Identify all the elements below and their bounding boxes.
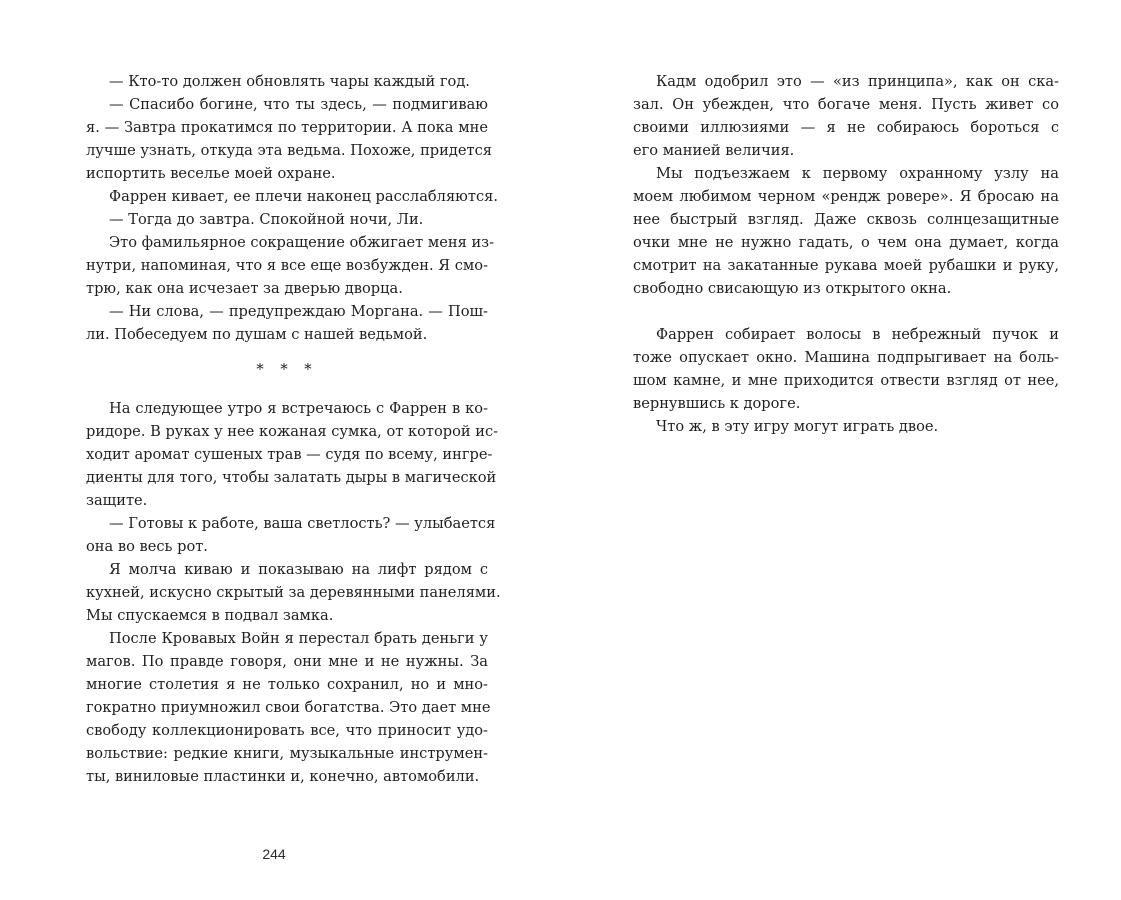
right-page [633,70,1059,438]
paragraph [86,70,488,93]
text-line: Это фамильярное сокращение обжигает меня из- [109,234,495,251]
text-line: — Тогда до завтра. Спокойной ночи, Ли. [109,211,424,228]
paragraph [633,323,1059,415]
text-line: Кадм одобрил это — «из принципа», как он ска- [656,73,1059,90]
paragraph [633,415,1059,438]
paragraph [86,512,496,558]
text-line: шом камне, и мне приходится отвести взгляд от нее, [633,372,1059,389]
text-line: зал. Он убежден, что богаче меня. Пусть живет со [633,96,1059,113]
right-page-text-top [633,70,1059,300]
paragraph [633,70,1059,162]
text-line: ридоре. В руках у нее кожаная сумка, от которой ис- [86,423,499,440]
text-line: — Кто-то должен обновлять чары каждый год. [109,73,470,90]
text-line: — Спасибо богине, что ты здесь, — подмигиваю [109,96,488,113]
paragraph-gap [633,300,1059,323]
text-line: испортить веселье моей охране. [86,165,336,182]
text-line: Мы спускаемся в подвал замка. [86,607,334,624]
text-line: она во весь рот. [86,538,208,555]
text-line: вернувшись к дороге. [633,395,801,412]
text-line: — Ни слова, — предупреждаю Моргана. — Пош- [109,303,488,320]
text-line: его манией величия. [633,142,795,159]
text-line: ты, виниловые пластинки и, конечно, автомобили. [86,768,480,785]
text-line: вольствие: редкие книги, музыкальные инструмен- [86,745,488,762]
paragraph [86,231,495,300]
text-line: Мы подъезжаем к первому охранному узлу на [656,165,1059,182]
left-page-text-bottom [86,397,501,788]
text-line: многие столетия я не только сохранил, но и мно- [86,676,488,693]
text-line: трю, как она исчезает за дверью дворца. [86,280,403,297]
text-line: После Кровавых Войн я перестал брать деньги у [109,630,488,647]
text-line: смотрит на закатанные рукава моей рубашки и руку, [633,257,1059,274]
text-line: диенты для того, чтобы залатать дыры в магической [86,469,497,486]
text-line: защите. [86,492,148,509]
text-line: свободно свисающую из открытого окна. [633,280,952,297]
text-line: На следующее утро я встречаюсь с Фаррен в ко- [109,400,488,417]
text-line: магов. По правде говоря, они мне и не нужны. За [86,653,488,670]
text-line: тоже опускает окно. Машина подпрыгивает на боль- [633,349,1059,366]
paragraph [86,300,488,346]
paragraph [86,397,499,512]
text-line: нутри, напоминая, что я все еще возбужден. Я смо- [86,257,488,274]
section-break: * * * [256,361,318,378]
paragraph [86,558,501,627]
text-line: лучше узнать, откуда эта ведьма. Похоже, придется [86,142,492,159]
paragraph [86,208,488,231]
text-line: кухней, искусно скрытый за деревянными панелями. [86,584,501,601]
text-line: Что ж, в эту игру могут играть двое. [656,418,939,435]
text-line: гократно приумножил свои богатства. Это дает мне [86,699,491,716]
left-page [86,70,501,788]
text-line: ходит аромат сушеных трав — судя по всему, ингре- [86,446,493,463]
text-line: моем любимом черном «рендж ровере». Я бросаю на [633,188,1059,205]
paragraph [86,185,498,208]
text-line: — Готовы к работе, ваша светлость? — улыбается [109,515,496,532]
text-line: ли. Побеседуем по душам с нашей ведьмой. [86,326,428,343]
right-page-text-bottom [633,323,1059,438]
paragraph [86,627,491,788]
text-line: свободу коллекционировать все, что приносит удо- [86,722,488,739]
text-line: я. — Завтра прокатимся по территории. А пока мне [86,119,488,136]
text-line: своими иллюзиями — я не собираюсь бороться с [633,119,1059,136]
paragraph [633,162,1059,300]
text-line: Фаррен собирает волосы в небрежный пучок и [656,326,1059,343]
text-line: очки мне не нужно гадать, о чем она думает, когда [633,234,1059,251]
paragraph [86,93,492,185]
page-number: 244 [262,846,286,862]
left-page-text-top [86,70,498,346]
text-line: нее быстрый взгляд. Даже сквозь солнцезащитные [633,211,1059,228]
text-line: Я молча киваю и показываю на лифт рядом с [109,561,488,578]
text-line: Фаррен кивает, ее плечи наконец расслабляются. [109,188,498,205]
